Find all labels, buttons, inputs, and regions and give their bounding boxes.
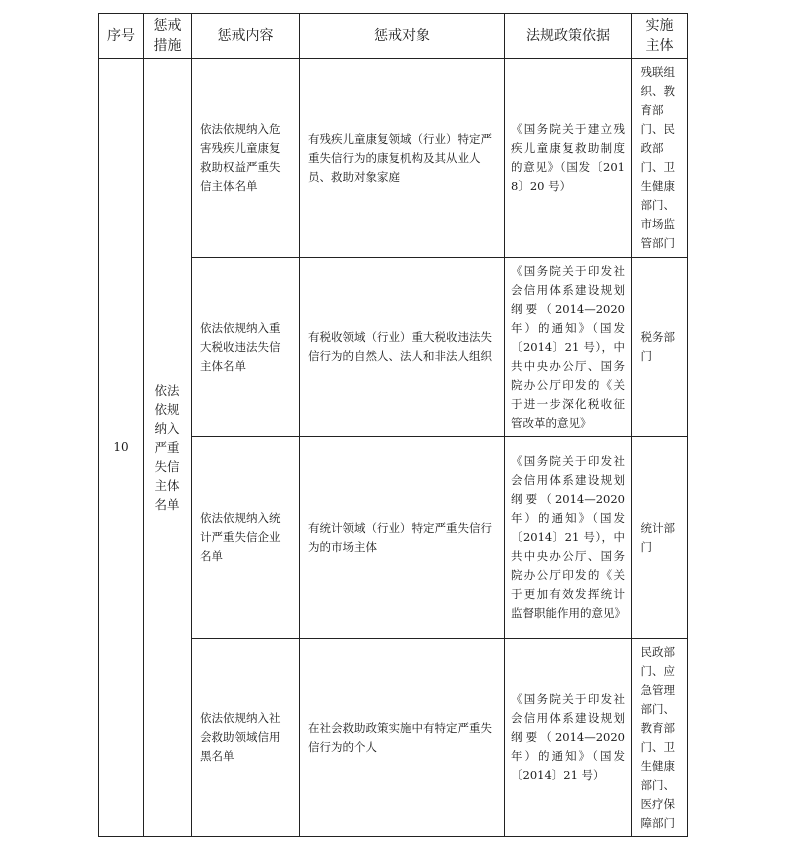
measure-cell: 依法依规纳入严重失信主体名单 [144,59,192,837]
content-cell: 依法依规纳入重大税收违法失信主体名单 [192,258,300,437]
basis-cell: 《国务院关于印发社会信用体系建设规划纲要（2014—2020年）的通知》（国发〔2014〕21 号） [505,639,632,837]
target-cell: 有残疾儿童康复领域（行业）特定严重失信行为的康复机构及其从业人员、救助对象家庭 [300,59,505,258]
target-cell: 在社会救助政策实施中有特定严重失信行为的个人 [300,639,505,837]
content-cell: 依法依规纳入统计严重失信企业名单 [192,437,300,639]
content-cell: 依法依规纳入危害残疾儿童康复救助权益严重失信主体名单 [192,59,300,258]
table-row [99,59,688,258]
basis-cell: 《国务院关于印发社会信用体系建设规划纲要（2014—2020年）的通知》（国发〔2014〕21 号），中共中央办公厅、国务院办公厅印发的《关于更加有效发挥统计监督职能作用的意见》 [505,437,632,639]
header-implementer: 实施主体 [632,14,688,59]
implementer-cell: 税务部门 [632,258,688,437]
header-content: 惩戒内容 [192,14,300,59]
row-number: 10 [99,59,144,837]
implementer-cell: 残联组织、教育部门、民政部门、卫生健康部门、市场监管部门 [632,59,688,258]
target-cell: 有统计领域（行业）特定严重失信行为的市场主体 [300,437,505,639]
content-cell: 依法依规纳入社会救助领域信用黑名单 [192,639,300,837]
implementer-cell: 民政部门、应急管理部门、教育部门、卫生健康部门、医疗保障部门 [632,639,688,837]
header-measure: 惩戒措施 [144,14,192,59]
basis-cell: 《国务院关于印发社会信用体系建设规划纲要（2014—2020年）的通知》（国发〔2014〕21 号），中共中央办公厅、国务院办公厅印发的《关于进一步深化税收征管改革的意见》 [505,258,632,437]
basis-cell: 《国务院关于建立残疾儿童康复救助制度的意见》（国发〔2018〕20 号） [505,59,632,258]
header-basis: 法规政策依据 [505,14,632,59]
implementer-cell: 统计部门 [632,437,688,639]
header-target: 惩戒对象 [300,14,505,59]
header-no: 序号 [99,14,144,59]
disciplinary-measures-table [98,13,688,837]
target-cell: 有税收领域（行业）重大税收违法失信行为的自然人、法人和非法人组织 [300,258,505,437]
table-header-row [99,14,688,59]
